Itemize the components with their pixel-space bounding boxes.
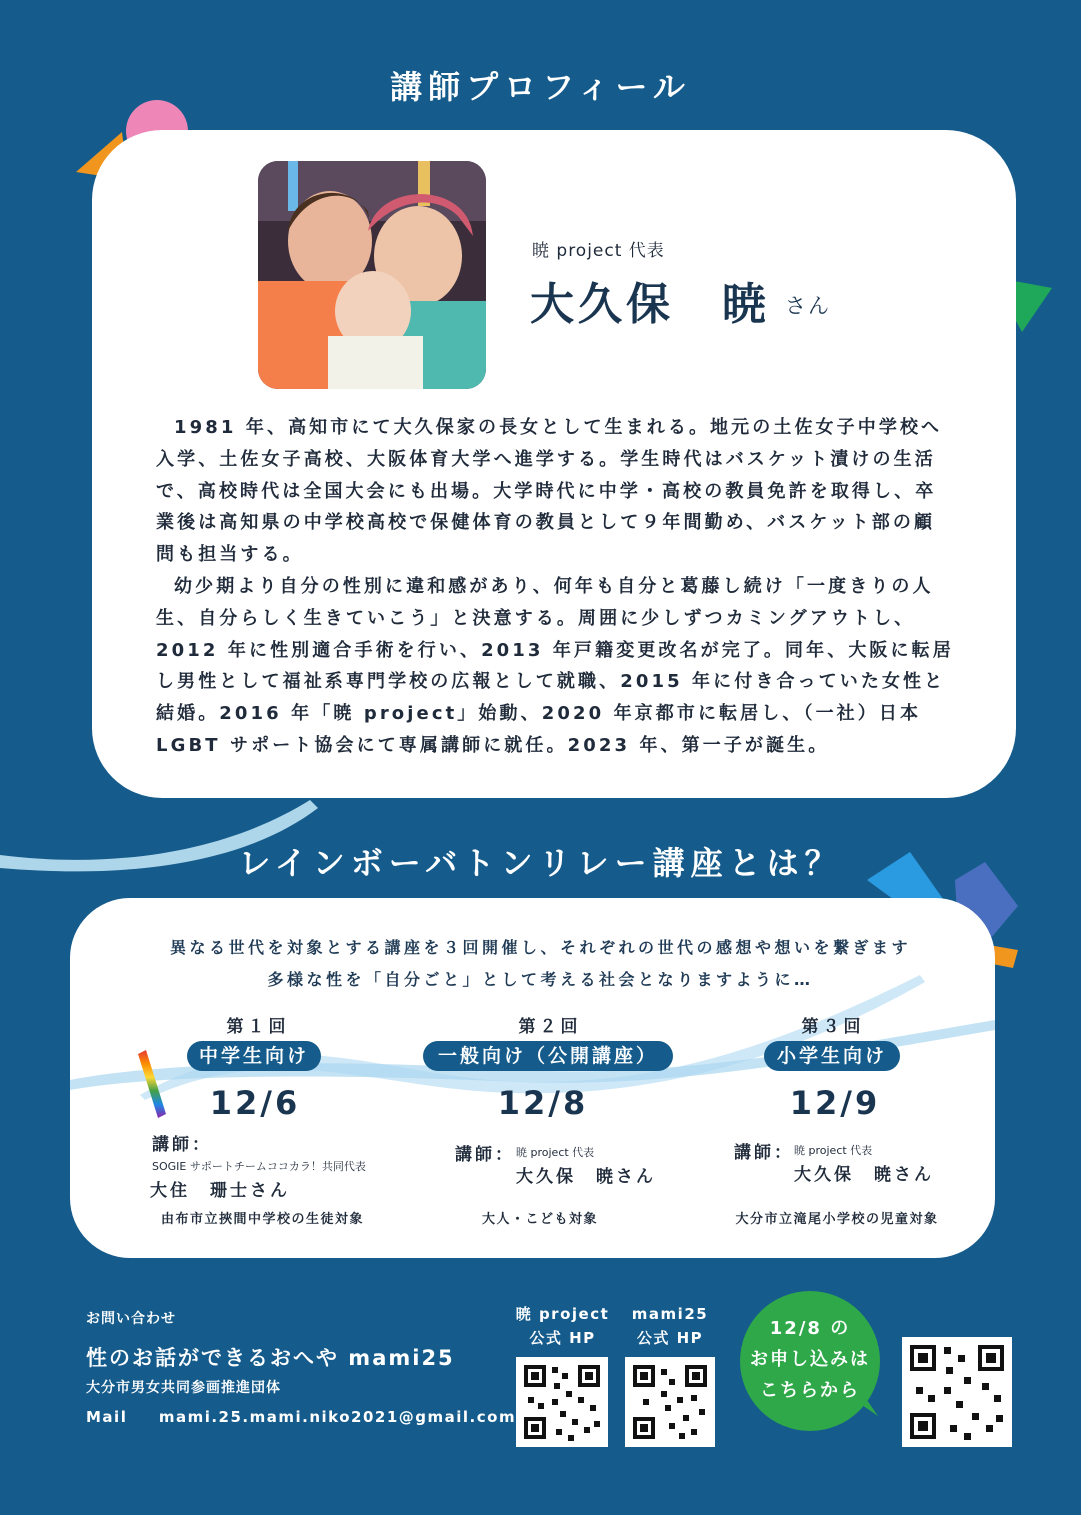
session-1-lecturer-org: SOGIE サポートチームココカラ！共同代表	[152, 1160, 366, 1173]
apply-line-1: 12/8 の	[769, 1318, 851, 1339]
session-3-date: 12/9	[789, 1084, 881, 1122]
qr-code-akatsuki[interactable]	[516, 1357, 608, 1447]
speaker-bio	[156, 412, 956, 762]
session-3-lecturer-org: 暁 project 代表	[794, 1144, 873, 1157]
qr-code-apply[interactable]	[902, 1337, 1012, 1447]
qr-1-label-line1: 暁 project	[515, 1305, 610, 1323]
intro-line-2: 多様な性を「自分ごと」として考える社会となりますように…	[267, 970, 814, 989]
session-2-date: 12/8	[497, 1084, 589, 1122]
speaker-honorific: さん	[785, 294, 831, 318]
mail-label: Mail	[86, 1408, 128, 1426]
session-3-audience: 小学生向け	[764, 1041, 900, 1071]
session-2-audience: 一般向け（公開講座）	[423, 1041, 673, 1071]
speaker-photo	[258, 161, 486, 389]
apply-bubble	[740, 1291, 880, 1431]
mail-address[interactable]: mami.25.mami.niko2021@gmail.com	[158, 1408, 517, 1426]
contact-mail-row	[86, 1408, 516, 1426]
profile-title: 講師プロフィール	[390, 68, 691, 106]
rainbow-baton-icon	[136, 1050, 168, 1118]
contact-heading: お問い合わせ	[86, 1311, 176, 1327]
session-3-number: 第３回	[801, 1017, 865, 1037]
session-1-number: 第１回	[226, 1017, 290, 1037]
session-3-lecturer-label: 講師：	[734, 1143, 794, 1163]
bio-paragraph-1: 1981 年、高知市にて大久保家の長女として生まれる。地元の土佐女子中学校へ入学、土佐女子高校、大阪体育大学へ進学する。学生時代はバスケット漬けの生活で、高校時代は全国大会にも出場。大学時代に中学・高校の教員免許を取得し、卒業後は高知県の中学校高校で保健体育の教員として９年間勤め、バスケット部の顧問も担当する。	[156, 417, 943, 566]
contact-sub: 大分市男女共同参画推進団体	[86, 1380, 281, 1396]
session-3-lecturer-name: 大久保 暁さん	[794, 1165, 934, 1185]
qr-2-label-line2: 公式 HP	[636, 1329, 704, 1347]
session-1-lecturer-label: 講師：	[152, 1135, 212, 1155]
contact-org: 性のお話ができるおへや mami25	[86, 1346, 455, 1370]
bio-paragraph-2: 幼少期より自分の性別に違和感があり、何年も自分と葛藤し続け「一度きりの人生、自分らしく生きていこう」と決意する。周囲に少しずつカミングアウトし、2012 年に性別適合手術を行い、2013 年戸籍変更改名が完了。同年、大阪に転居し男性として福祉系専門学校の広報として就職、2015 年に付き合っていた女性と結婚。2016 年「暁 project」始動、2020 年京都市に転居し、（一社）日本 LGBT サポート協会にて専属講師に就任。2023 年、第一子が誕生。	[156, 575, 954, 756]
qr-1-label-line2: 公式 HP	[529, 1329, 596, 1347]
about-title: レインボーバトンリレー講座とは？	[238, 844, 843, 882]
qr-2-label-line1: mami25	[631, 1305, 709, 1323]
session-2-lecturer-name: 大久保 暁さん	[516, 1167, 656, 1187]
session-2-lecturer-label: 講師：	[455, 1145, 515, 1165]
apply-line-3: こちらから	[760, 1380, 860, 1401]
intro-line-1: 異なる世代を対象とする講座を３回開催し、それぞれの世代の感想や想いを繋ぎます	[169, 938, 911, 957]
session-2-target: 大人・こども対象	[481, 1212, 598, 1227]
qr-1-label	[510, 1302, 615, 1350]
qr-code-mami25[interactable]	[625, 1357, 715, 1447]
session-2-lecturer-org: 暁 project 代表	[516, 1146, 595, 1159]
apply-line-2: お申し込みは	[750, 1349, 870, 1370]
session-1-target: 由布市立挾間中学校の生徒対象	[160, 1212, 364, 1227]
session-1-lecturer-name: 大住 珊士さん	[150, 1181, 290, 1201]
speaker-name: 大久保 暁	[530, 279, 770, 330]
session-3-target: 大分市立滝尾小学校の児童対象	[735, 1212, 939, 1227]
session-1-date: 12/6	[209, 1084, 301, 1122]
qr-2-label	[620, 1302, 720, 1350]
speaker-role: 暁 project 代表	[532, 241, 665, 261]
session-1-audience: 中学生向け	[187, 1041, 321, 1071]
session-2-number: 第２回	[518, 1017, 582, 1037]
